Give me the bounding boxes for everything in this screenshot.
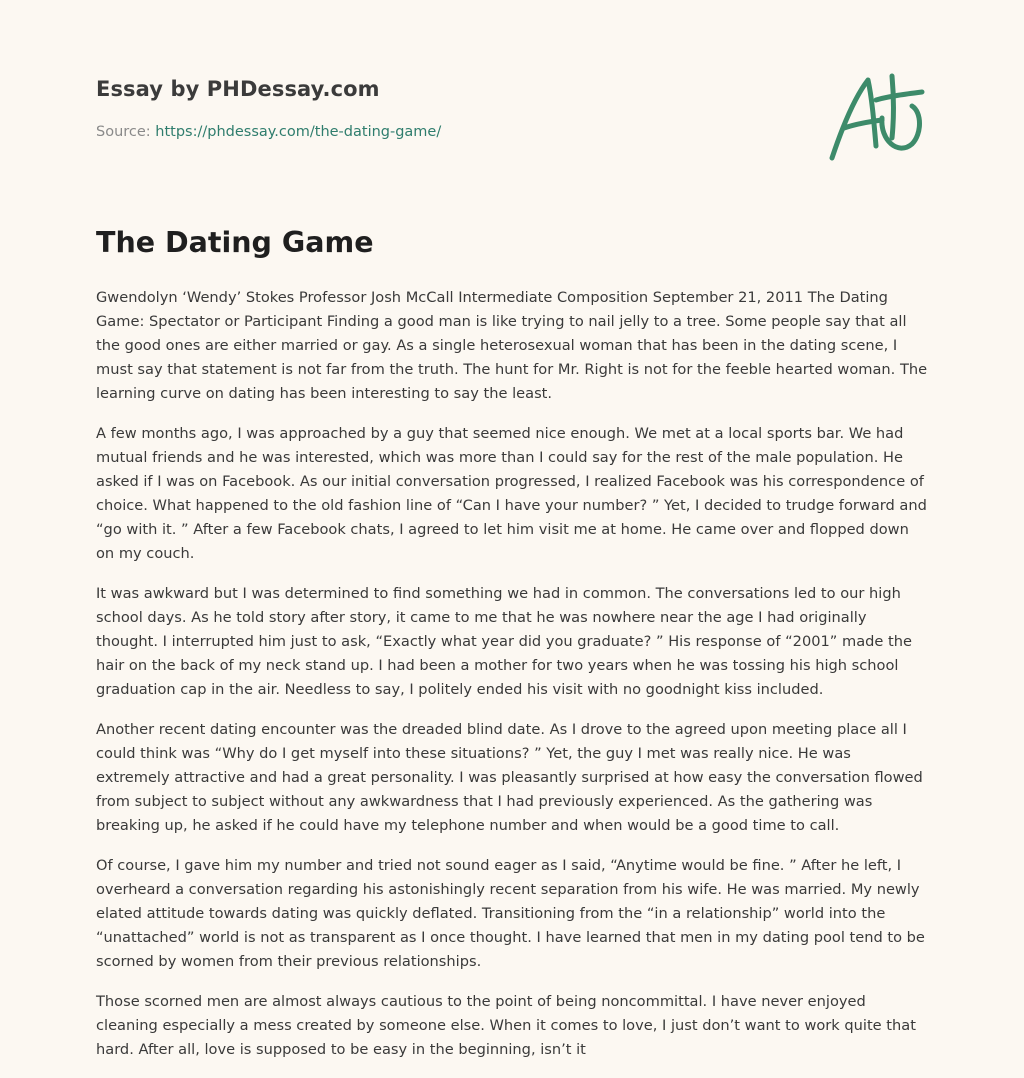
brand-title: Essay by PHDessay.com: [96, 77, 380, 101]
source-link[interactable]: https://phdessay.com/the-dating-game/: [155, 124, 442, 140]
essay-title: The Dating Game: [96, 226, 374, 259]
source-label: Source:: [96, 124, 156, 140]
source-line: [96, 124, 441, 140]
page-header: [96, 0, 928, 200]
essay-paragraph: Another recent dating encounter was the dreaded blind date. As I drove to the agreed upon meeting place all I could think was “Why do I get myself into these situations? ” Yet, the guy I met was really nice. He was extremely attractive and had a great personality. I was pleasantly surprised at how easy the conversation flowed from subject to subject without any awkwardness that I had previously experienced. As the gathering was breaking up, he asked if he could have my telephone number and when would be a good time to call.: [96, 721, 923, 834]
essay-body: [96, 286, 928, 1078]
essay-paragraph: Of course, I gave him my number and tried not sound eager as I said, “Anytime would be fine. ” After he left, I overheard a conversation regarding his astonishingly recent separation from his wife. He was married. My newly elated attitude towards dating was quickly deflated. Transitioning from the “in a relationship” world into the “unattached” world is not as transparent as I once thought. I have learned that men in my dating pool tend to be scorned by women from their previous relationships.: [96, 857, 925, 970]
essay-paragraph: It was awkward but I was determined to find something we had in common. The conversations led to our high school days. As he told story after story, it came to me that he was nowhere near the age I had originally thought. I interrupted him just to ask, “Exactly what year did you graduate? ” His response of “2001” made the hair on the back of my neck stand up. I had been a mother for two years when he was tossing his high school graduation cap in the air. Needless to say, I politely ended his visit with no goodnight kiss included.: [96, 585, 912, 698]
essay-paragraph: Gwendolyn ‘Wendy’ Stokes Professor Josh McCall Intermediate Composition September 21, 2011 The Dating Game: Spectator or Participant Finding a good man is like trying to nail jelly to a tree. Some people say that all the good ones are either married or gay. As a single heterosexual woman that has been in the dating scene, I must say that statement is not far from the truth. The hunt for Mr. Right is not for the feeble hearted woman. The learning curve on dating has been interesting to say the least.: [96, 289, 928, 402]
essay-paragraph: Those scorned men are almost always cautious to the point of being noncommittal. I have never enjoyed cleaning especially a mess created by someone else. When it comes to love, I just don’t want to work quite that hard. After all, love is supposed to be easy in the beginning, isn’t it: [96, 993, 916, 1058]
a-plus-grade-icon: [824, 68, 928, 164]
essay-paragraph: A few months ago, I was approached by a guy that seemed nice enough. We met at a local sports bar. We had mutual friends and he was interested, which was more than I could say for the rest of the male population. He asked if I was on Facebook. As our initial conversation progressed, I realized Facebook was his correspondence of choice. What happened to the old fashion line of “Can I have your number? ” Yet, I decided to trudge forward and “go with it. ” After a few Facebook chats, I agreed to let him visit me at home. He came over and flopped down on my couch.: [96, 425, 927, 562]
